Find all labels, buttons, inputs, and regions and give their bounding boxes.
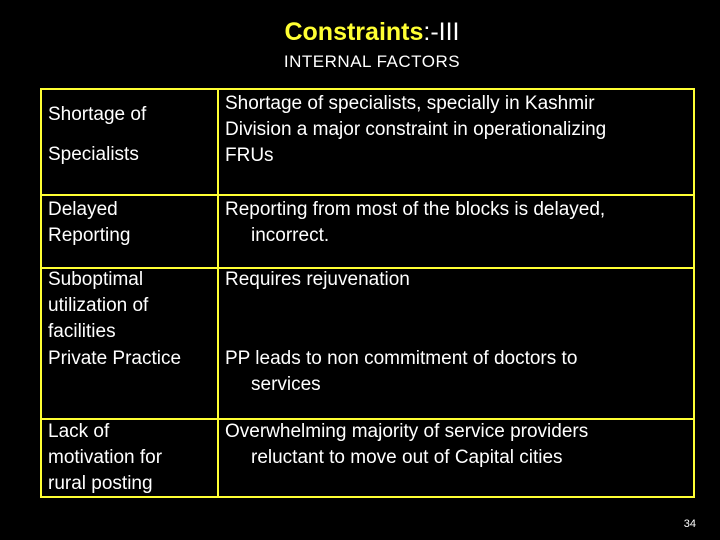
factor-cell xyxy=(48,346,181,372)
detail-line: Reporting from most of the blocks is delayed, xyxy=(225,199,606,220)
detail-cell xyxy=(225,267,410,293)
detail-line: reluctant to move out of Capital cities xyxy=(251,447,563,468)
slide-title-suffix: :-III xyxy=(423,18,460,46)
detail-line: PP leads to non commitment of doctors to xyxy=(225,348,578,369)
detail-cell xyxy=(225,197,605,249)
factor-cell xyxy=(48,142,139,168)
factor-line: Private Practice xyxy=(48,348,182,369)
factor-line: motivation for xyxy=(48,447,163,468)
factor-cell xyxy=(48,419,162,497)
factor-line: Delayed xyxy=(48,199,118,220)
slide-title xyxy=(0,15,720,49)
factor-line: utilization of xyxy=(48,295,149,316)
factor-line: rural posting xyxy=(48,473,153,494)
factor-line: Specialists xyxy=(48,144,139,165)
detail-line: Requires rejuvenation xyxy=(225,269,410,290)
constraints-table xyxy=(40,88,695,498)
row-divider xyxy=(42,194,693,196)
detail-line: FRUs xyxy=(225,145,274,166)
factor-line: Lack of xyxy=(48,421,110,442)
detail-line: services xyxy=(251,374,321,395)
factor-cell xyxy=(48,102,146,128)
factor-line: Shortage of xyxy=(48,104,147,125)
detail-cell xyxy=(225,419,588,471)
detail-line: Overwhelming majority of service providers xyxy=(225,421,589,442)
factor-cell xyxy=(48,197,130,249)
factor-cell xyxy=(48,267,148,345)
factor-line: Reporting xyxy=(48,225,131,246)
detail-line: incorrect. xyxy=(251,225,330,246)
detail-line: Division a major constraint in operationalizing xyxy=(225,119,607,140)
factor-line: facilities xyxy=(48,321,116,342)
detail-cell xyxy=(225,91,606,169)
column-divider xyxy=(217,90,219,496)
detail-line: Shortage of specialists, specially in Kashmir xyxy=(225,93,595,114)
slide-title-main: Constraints xyxy=(284,18,424,46)
factor-line: Suboptimal xyxy=(48,269,144,290)
slide-subtitle: INTERNAL FACTORS xyxy=(283,52,461,71)
page-number: 34 xyxy=(683,518,696,530)
detail-cell xyxy=(225,346,577,398)
